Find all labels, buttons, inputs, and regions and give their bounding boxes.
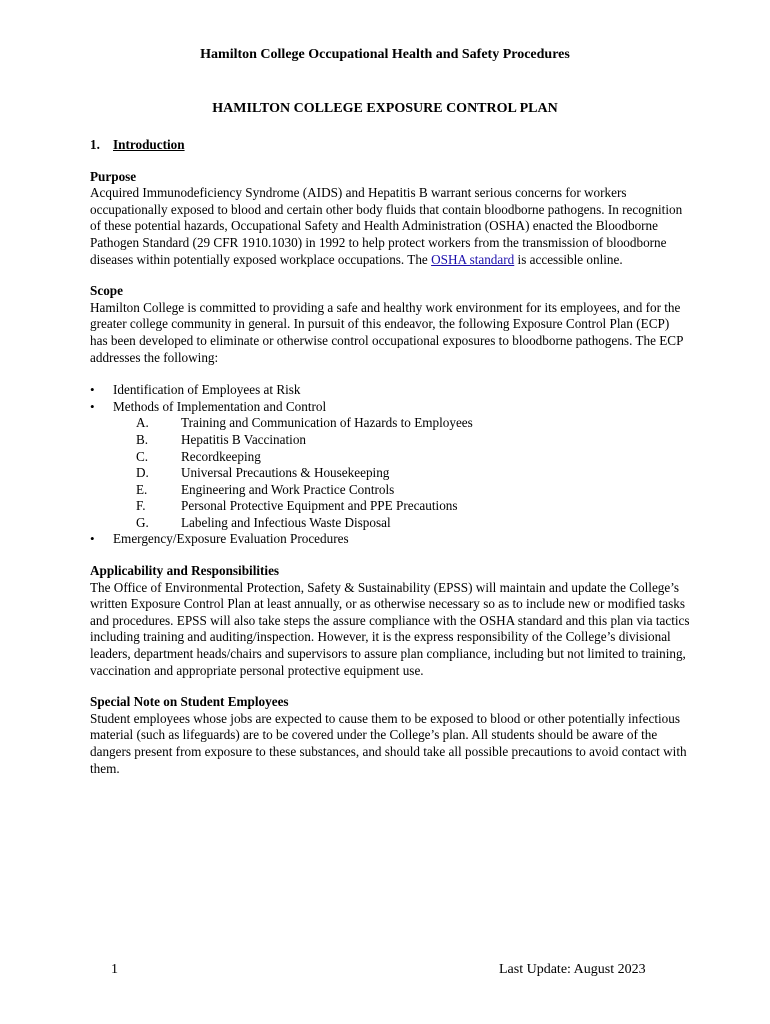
running-header: Hamilton College Occupational Health and Safety Procedures	[200, 47, 570, 62]
sublist-letter: A.	[136, 415, 149, 431]
applicability-paragraph: The Office of Environmental Protection, Safety & Sustainability (EPSS) will maintain and update the College’s written Exposure Control Plan at least annually, or as otherwise necessary so as to include new or modified tasks and procedures. EPSS will also take steps the assure compliance with the OSHA standard and this plan via tactics including training and auditing/inspection. However, it is the express responsibility of the College’s divisional leaders, department heads/chairs and supervisors to assure plan compliance, including but not limited to training, vaccination and appropriate personal protective equipment use.	[90, 579, 690, 678]
section-heading-introduction	[90, 137, 690, 154]
sublist-letter: E.	[136, 481, 148, 497]
purpose-section	[90, 169, 690, 269]
student-note-section	[90, 694, 690, 777]
sublist-letter: C.	[136, 448, 149, 464]
list-item-text: Identification of Employees at Risk	[113, 382, 301, 398]
applicability-heading: Applicability and Responsibilities	[90, 563, 280, 579]
sublist-letter: D.	[136, 465, 149, 481]
sublist-text: Recordkeeping	[181, 448, 261, 464]
sublist-item	[136, 415, 690, 432]
sublist-letter: F.	[136, 498, 146, 514]
ecp-topics-list	[90, 382, 690, 548]
list-item-text: Emergency/Exposure Evaluation Procedures	[113, 531, 349, 547]
sublist-letter: B.	[136, 431, 149, 447]
sublist-item	[136, 482, 690, 499]
applicability-section	[90, 563, 690, 679]
sublist-text: Training and Communication of Hazards to Employees	[181, 415, 473, 431]
scope-heading: Scope	[90, 283, 123, 299]
sublist-text: Engineering and Work Practice Controls	[181, 481, 395, 497]
sublist-text: Universal Precautions & Housekeeping	[181, 465, 390, 481]
sublist-item	[136, 498, 690, 515]
last-update: Last Update: August 2023	[499, 962, 646, 977]
sublist-item	[136, 449, 690, 466]
scope-paragraph: Hamilton College is committed to providing a safe and healthy work environment for its employees, and for the greater college community in general. In pursuit of this endeavor, the following Exposure Control Plan (ECP) has been developed to eliminate or otherwise control occupational exposures to bloodborne pathogens. The ECP addresses the following:	[90, 299, 683, 365]
purpose-text: Acquired Immunodeficiency Syndrome (AIDS) and Hepatitis B warrant serious concerns for workers occupationally exposed to blood and certain other body fluids that contain bloodborne pathogens. In recognition of these potential hazards, Occupational Safety and Health Administration (OSHA) enacted the Bloodborne Pathogen Standard (29 CFR 1910.1030) in 1992 to help protect workers from the transmission of bloodborne diseases within potentially exposed workplace occupations. The	[90, 185, 683, 267]
document-title: HAMILTON COLLEGE EXPOSURE CONTROL PLAN	[212, 101, 558, 116]
sublist-letter: G.	[136, 514, 149, 530]
scope-section	[90, 283, 690, 548]
sublist-text: Hepatitis B Vaccination	[181, 431, 307, 447]
student-note-heading: Special Note on Student Employees	[90, 694, 289, 710]
list-item	[90, 399, 690, 532]
document-body	[90, 137, 690, 777]
purpose-text-end: is accessible online.	[514, 251, 623, 267]
sublist-text: Labeling and Infectious Waste Disposal	[181, 514, 391, 530]
sublist-item	[136, 465, 690, 482]
sublist-text: Personal Protective Equipment and PPE Precautions	[181, 498, 458, 514]
student-note-paragraph: Student employees whose jobs are expected to cause them to be exposed to blood or other potentially infectious material (such as lifeguards) are to be covered under the College’s plan. All students should be aware of the dangers present from exposure to these substances, and should take all possible precautions to avoid contact with them.	[90, 710, 687, 776]
purpose-heading: Purpose	[90, 168, 137, 184]
section-number: 1.	[90, 137, 100, 152]
sublist-item	[136, 432, 690, 449]
list-item	[90, 531, 690, 548]
osha-standard-link[interactable]: OSHA standard	[431, 251, 515, 267]
page-number: 1	[111, 962, 118, 977]
list-item-text: Methods of Implementation and Control	[113, 398, 327, 414]
section-title: Introduction	[113, 137, 185, 152]
purpose-paragraph	[90, 185, 690, 268]
sublist-item	[136, 515, 690, 532]
methods-sublist	[113, 415, 690, 531]
list-item	[90, 382, 690, 399]
